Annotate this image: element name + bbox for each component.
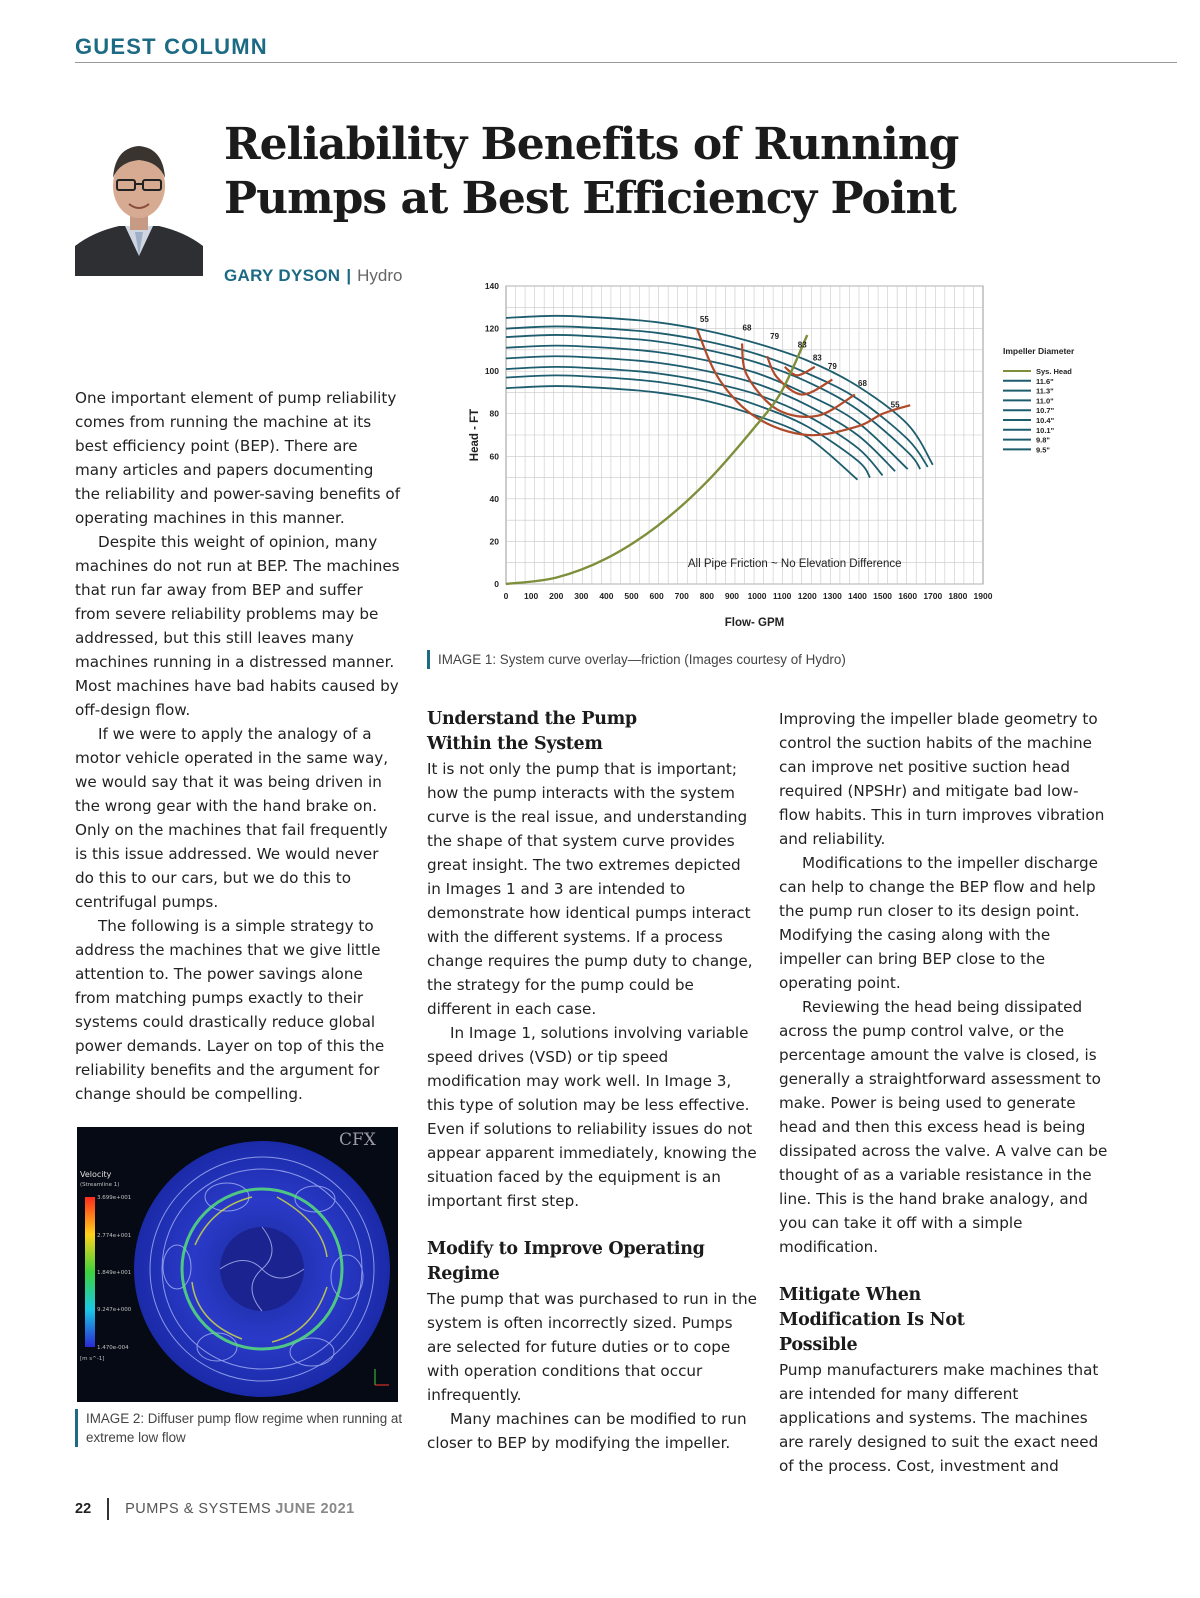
footer-divider [107,1498,109,1520]
legend-entry: 9.8" [1036,435,1050,445]
header-rule [75,62,1177,63]
x-tick-label: 1800 [948,591,968,601]
image-2-caption: IMAGE 2: Diffuser pump flow regime when running at extreme low flow [75,1409,412,1447]
efficiency-label: 79 [827,362,837,372]
paragraph: The pump that was purchased to run in the system is often incorrectly sized. Pumps are selected for future duties or to cope with operation conditions that occur infrequently. [427,1290,757,1404]
cfd-velocity-image [77,1127,398,1402]
y-tick-label: 100 [484,366,499,377]
y-axis-label: Head - FT [469,408,481,462]
efficiency-label: 68 [742,323,752,333]
cfd-legend-title: Velocity [80,1170,112,1179]
x-tick-label: 1200 [797,591,817,601]
page-footer [75,1498,355,1520]
legend-title: Impeller Diameter [1003,346,1075,356]
efficiency-label: 83 [812,353,822,363]
subheading: Understand the Pump Within the System [427,709,637,754]
efficiency-label: 55 [890,400,900,410]
legend-entry: Sys. Head [1036,367,1072,376]
y-tick-label: 120 [484,323,499,334]
section-label: GUEST COLUMN [75,34,268,59]
paragraph: Many machines can be modified to run closer to BEP by modifying the impeller. [427,1410,747,1452]
subheading: Modify to Improve Operating Regime [427,1239,705,1284]
cfd-legend-value: 1.849e+001 [97,1270,132,1276]
x-tick-label: 100 [524,591,539,601]
cfd-legend-unit: [m s^-1] [80,1356,105,1362]
paragraph: In Image 1, solutions involving variable speed drives (VSD) or tip speed modification may work well. In Image 3, this type of solution may be less effective. Even if solutions to reliability issues do not appear apparent immediately, knowing the situation faced by the equipment is an important first step. [427,1024,757,1210]
page-number: 22 [75,1500,92,1517]
legend-entry: 10.1" [1036,425,1055,435]
cfd-color-bar [85,1197,95,1347]
magazine-name: PUMPS & SYSTEMS [125,1500,272,1517]
cfd-legend-value: 2.774e+001 [97,1233,132,1239]
x-axis-label: Flow- GPM [724,617,785,629]
paragraph: The following is a simple strategy to address the machines that we give little attention to. The power savings alone from matching pumps exactly to their systems could drastically reduce global power demands. Layer on top of this the reliability benefits and the argument for change should be compelling. [75,917,385,1103]
legend-entry: 9.5" [1036,445,1050,455]
paragraph: One important element of pump reliability comes from running the machine at its best efficiency point (BEP). There are many articles and papers documenting the reliability and power-saving benefits of operating machines in this manner. [75,389,401,527]
x-tick-label: 600 [649,591,664,601]
y-tick-label: 40 [489,493,499,504]
cfd-legend-value: 9.247e+000 [97,1307,132,1313]
efficiency-label: 79 [770,332,780,342]
paragraph: Improving the impeller blade geometry to control the suction habits of the machine can improve net positive suction head required (NPSHr) and mitigate bad low-flow habits. This in turn improves vibration and reliability. [779,710,1105,848]
author-portrait-image [75,128,203,276]
x-tick-label: 0 [503,591,509,601]
chart-annotation: All Pipe Friction ~ No Elevation Difference [687,557,902,570]
paragraph: It is not only the pump that is important; how the pump interacts with the system curve is the real issue, and understanding the shape of that system curve provides great insight. The two extremes depicted in Images 1 and 3 are intended to demonstrate how identical pumps interact with the different systems. If a process change requires the pump duty to change, the strategy for the pump could be different in each case. [427,760,753,1018]
author-name: GARY DYSON [224,266,341,285]
cfd-legend-value: 3.699e+001 [97,1195,132,1201]
image-1-caption: IMAGE 1: System curve overlay—friction (Images courtesy of Hydro) [427,650,1138,669]
y-tick-label: 140 [484,281,499,291]
y-tick-label: 60 [489,451,499,462]
legend-entry: 10.7" [1036,406,1055,416]
efficiency-label: 55 [699,315,709,325]
byline [224,266,402,286]
author-organization: Hydro [357,266,403,285]
y-tick-label: 20 [489,536,499,547]
efficiency-label: 68 [858,379,867,389]
issue-date: JUNE 2021 [275,1500,355,1517]
x-tick-label: 500 [624,591,639,601]
x-tick-label: 900 [724,591,740,601]
paragraph: Modifications to the impeller discharge can help to change the BEP flow and help the pump run closer to its design point. Modifying the casing along with the impeller can bring BEP close to the operating point. [779,854,1099,992]
cfd-watermark: CFX [339,1130,376,1150]
cfd-streamline-plot [77,1127,398,1402]
author-photo [75,128,203,276]
x-tick-label: 200 [549,591,564,601]
efficiency-label: 83 [797,340,807,350]
x-tick-label: 1600 [898,591,918,601]
x-tick-label: 1500 [873,591,893,601]
legend-entry: 11.3" [1036,386,1054,396]
x-tick-label: 1000 [747,591,767,601]
paragraph: Reviewing the head being dissipated across the pump control valve, or the percentage amount the valve is closed, is generally a straightforward assessment to make. Power is being used to generate head and then this excess head is being dissipated across the valve. A valve can be thought of as a variable resistance in the line. This is the hand brake analogy, and you can take it off with a simple modification. [779,998,1108,1256]
paragraph: Despite this weight of opinion, many machines do not run at BEP. The machines that run far away from BEP and suffer from severe reliability problems may be addressed, but this still leaves many machines running in a distressed manner. Most machines have bad habits caused by off-design flow. [75,533,400,719]
column-1 [75,386,401,1106]
x-tick-label: 700 [674,591,689,601]
column-2 [427,707,757,1455]
x-tick-label: 1700 [923,591,943,601]
legend-entry: 10.4" [1036,416,1055,425]
legend-entry: 11.0" [1036,396,1054,406]
x-tick-label: 300 [574,591,589,601]
x-tick-label: 400 [599,591,614,601]
y-tick-label: 80 [489,408,499,419]
x-tick-label: 1100 [772,591,792,601]
cfd-legend-subtitle: (Streamline 1) [80,1182,120,1188]
paragraph: Pump manufacturers make machines that are intended for many different applications and systems. The machines are rarely designed to suit the exact need of the process. Cost, investment and [779,1361,1099,1475]
title-line-1: Reliability Benefits of Running [224,119,959,170]
legend-entry: 11.6" [1036,376,1054,386]
x-tick-label: 1400 [848,591,867,601]
cfd-legend-value: 1.470e-004 [97,1345,129,1351]
title-line-2: Pumps at Best Efficiency Point [224,173,956,224]
pump-curve-chart [458,276,1075,646]
subheading: Mitigate When Modification Is Not Possible [779,1285,965,1355]
x-tick-label: 1900 [973,591,993,601]
x-tick-label: 800 [699,591,714,601]
x-tick-label: 1300 [822,591,842,601]
byline-separator: | [346,266,352,285]
y-tick-label: 0 [494,579,499,589]
article-title [224,118,984,226]
paragraph: If we were to apply the analogy of a motor vehicle operated in the same way, we would say that it was being driven in the wrong gear with the hand brake on. Only on the machines that fail frequently is this issue addressed. We would never do this to our cars, but we do this to centrifugal pumps. [75,725,389,911]
column-3 [779,707,1109,1478]
